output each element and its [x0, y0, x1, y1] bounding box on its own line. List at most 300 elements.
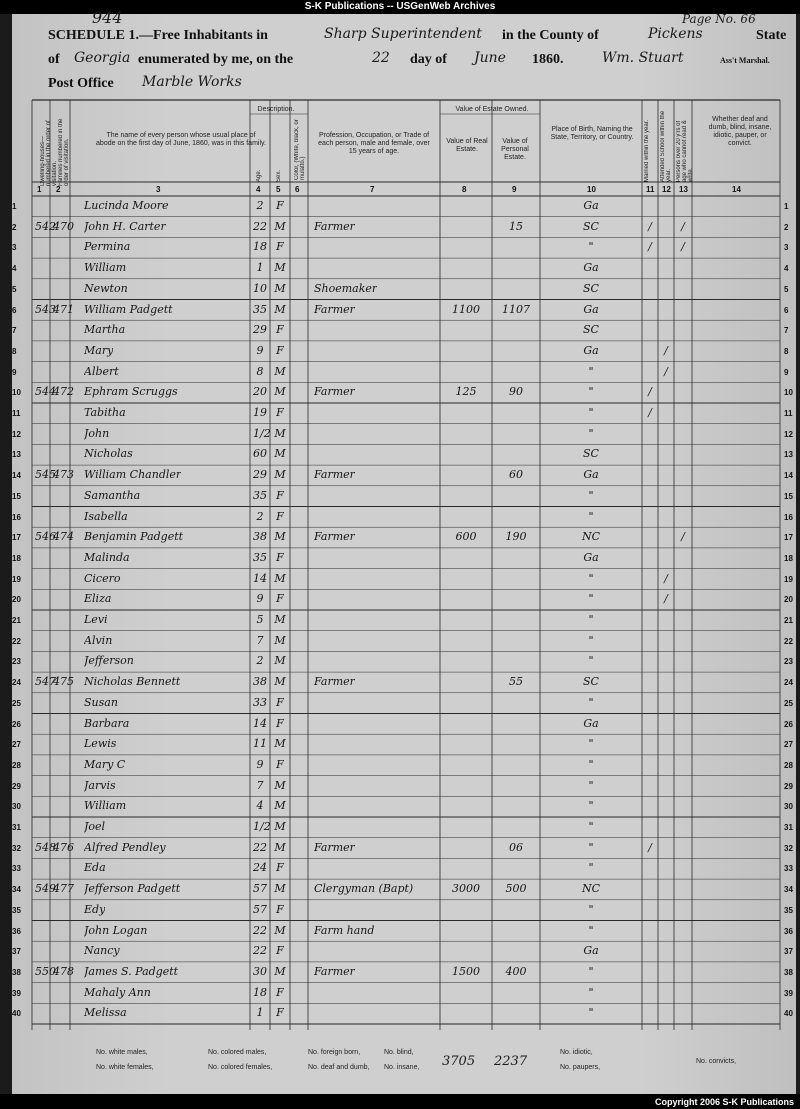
age: 14: [253, 571, 267, 585]
line-number-right: 21: [784, 616, 793, 625]
dwelling-number: 543: [35, 302, 56, 316]
footer-convicts: No. convicts,: [696, 1058, 737, 1065]
sex: M: [274, 447, 286, 461]
sex: F: [276, 592, 284, 606]
person-name: Tabitha: [84, 406, 126, 419]
line-number-right: 35: [784, 905, 793, 915]
sex: M: [274, 364, 286, 378]
occupation: Farmer: [314, 468, 355, 482]
col-school-header: Attended School within the year.: [660, 110, 672, 182]
line-number-right: 5: [784, 284, 789, 294]
line-number-left: 11: [12, 409, 21, 418]
col-deaf-header: Whether deaf and dumb, blind, insane, idiotic, pauper, or convict.: [708, 116, 772, 147]
occupation: Farmer: [314, 840, 355, 854]
person-name: Martha: [84, 323, 126, 337]
sex: M: [274, 302, 286, 316]
footer-foreign-born: No. foreign born,: [308, 1049, 361, 1056]
sex: M: [274, 571, 286, 585]
column-number: 5: [276, 185, 281, 194]
line-number-right: 16: [784, 512, 793, 522]
occupation: Farmer: [314, 302, 355, 316]
line-number-left: 37: [12, 947, 21, 957]
age: 1: [256, 1006, 264, 1020]
age: 7: [256, 778, 264, 792]
sex: M: [274, 530, 286, 544]
birthplace: ": [588, 406, 594, 419]
birthplace: ": [588, 364, 594, 378]
line-number-right: 38: [784, 967, 793, 977]
real-estate-value: 1100: [452, 302, 480, 316]
age: 1/2: [253, 426, 271, 440]
birthplace: ": [588, 509, 594, 523]
line-number-left: 34: [12, 885, 21, 895]
footer-paupers: No. paupers,: [560, 1064, 601, 1071]
age: 9: [256, 592, 264, 606]
col-age-header: Age.: [256, 169, 262, 182]
age: 20: [253, 385, 267, 399]
birthplace: ": [588, 923, 594, 937]
column-number: 12: [662, 185, 671, 194]
person-name: John: [84, 426, 110, 440]
sex: F: [276, 695, 284, 709]
col-read-header: Persons over 20 y'rs of age who cannot read & write.: [676, 120, 694, 182]
birthplace: ": [588, 737, 594, 751]
line-number-left: 38: [12, 967, 21, 977]
person-name: Mary: [84, 343, 114, 357]
sex: M: [274, 219, 286, 233]
age: 29: [253, 323, 267, 337]
col-profession-header: Profession, Occupation, or Trade of each person, male and female, over 15 years of age.: [318, 132, 430, 155]
page-ref: Page No. 66: [682, 12, 756, 26]
line-number-left: 33: [12, 864, 21, 874]
person-name: Mahaly Ann: [84, 985, 151, 999]
cannot-read-mark: /: [681, 240, 685, 254]
age: 9: [256, 343, 264, 357]
person-name: Mary C: [84, 757, 126, 771]
line-number-left: 1: [12, 202, 17, 211]
cannot-read-mark: /: [681, 219, 685, 233]
sex: F: [276, 861, 284, 875]
line-number-left: 5: [12, 284, 17, 294]
age: 22: [253, 219, 267, 233]
personal-estate-value: 06: [509, 840, 523, 854]
sex: M: [274, 737, 286, 751]
person-name: Jefferson: [84, 654, 134, 668]
person-name: Barbara: [84, 716, 130, 730]
dwelling-number: 545: [35, 468, 56, 482]
person-name: Cicero: [84, 571, 121, 585]
line-number-right: 32: [784, 843, 793, 853]
sex: M: [274, 820, 286, 833]
person-name: Melissa: [84, 1006, 127, 1020]
line-number-right: 2: [784, 222, 789, 232]
person-name: Lucinda Moore: [84, 199, 169, 212]
birthplace: ": [588, 385, 594, 399]
line-number-left: 28: [12, 760, 21, 770]
marshal-label: Ass't Marshal.: [720, 56, 770, 65]
line-number-left: 2: [12, 222, 17, 232]
sex: M: [274, 426, 286, 440]
person-name: Edy: [84, 902, 106, 916]
sex: F: [276, 985, 284, 999]
person-name: Benjamin Padgett: [84, 530, 184, 544]
sex: F: [276, 240, 284, 254]
birthplace: ": [588, 571, 594, 585]
birthplace: ": [588, 902, 594, 916]
occupation: Farmer: [314, 675, 355, 689]
column-number: 13: [679, 185, 688, 194]
birthplace: SC: [583, 447, 599, 461]
age: 19: [253, 406, 267, 419]
personal-estate-value: 190: [505, 530, 527, 544]
married-mark: /: [648, 385, 652, 399]
age: 10: [253, 281, 267, 295]
line-number-right: 8: [784, 346, 789, 356]
sex: M: [274, 778, 286, 792]
birthplace: Ga: [583, 944, 599, 958]
col-dwelling-header: Dwelling-houses—numbered in the order of visitation.: [40, 120, 58, 186]
sex: F: [276, 199, 284, 212]
sex: M: [274, 385, 286, 399]
occupation: Farm hand: [314, 923, 375, 937]
married-mark: /: [648, 406, 652, 419]
line-number-left: 13: [12, 450, 21, 460]
occupation: Farmer: [314, 530, 355, 544]
line-number-left: 20: [12, 595, 21, 605]
birthplace: ": [588, 1006, 594, 1020]
line-number-right: 18: [784, 553, 793, 563]
line-number-left: 23: [12, 657, 21, 667]
person-name: James S. Padgett: [84, 964, 179, 978]
line-number-right: 17: [784, 533, 793, 543]
line-number-right: 13: [784, 450, 793, 460]
line-number-left: 4: [12, 264, 17, 274]
line-number-right: 25: [784, 698, 793, 708]
sex: F: [276, 406, 284, 419]
person-name: Lewis: [84, 737, 117, 751]
sex: F: [276, 1006, 284, 1020]
col-value-header: Value of Estate Owned.: [455, 106, 529, 113]
birthplace: ": [588, 985, 594, 999]
line-number-right: 9: [784, 367, 789, 377]
school-mark: /: [664, 364, 668, 378]
column-number: 7: [370, 185, 375, 194]
column-number: 9: [512, 185, 517, 194]
birthplace: ": [588, 240, 594, 254]
personal-estate-value: 1107: [502, 302, 530, 316]
sex: F: [276, 550, 284, 564]
birthplace: Ga: [583, 302, 599, 316]
birthplace: Ga: [583, 716, 599, 730]
age: 4: [256, 799, 264, 813]
person-name: John H. Carter: [84, 219, 166, 233]
footer-colored-females: No. colored females,: [208, 1064, 273, 1071]
age: 18: [253, 985, 267, 999]
footer-idiotic: No. idiotic,: [560, 1049, 593, 1056]
family-number: 471: [53, 302, 74, 316]
line-number-right: 23: [784, 657, 793, 667]
column-number: 4: [256, 185, 261, 194]
person-name: Samantha: [84, 488, 141, 502]
age: 60: [253, 447, 267, 461]
day-value: 22: [372, 50, 390, 66]
column-number: 11: [646, 185, 655, 194]
person-name: Alfred Pendley: [84, 840, 166, 854]
line-number-right: 27: [784, 740, 793, 750]
birthplace: ": [588, 757, 594, 771]
line-number-right: 28: [784, 760, 793, 770]
family-number: 478: [53, 964, 74, 978]
line-number-left: 32: [12, 843, 21, 853]
sex: M: [274, 613, 286, 626]
personal-estate-value: 60: [509, 468, 523, 482]
sex: M: [274, 281, 286, 295]
birthplace: ": [588, 964, 594, 978]
month-value: June: [474, 50, 506, 66]
line-number-right: 11: [784, 409, 793, 418]
line-number-left: 24: [12, 678, 21, 688]
line-number-left: 25: [12, 698, 21, 708]
person-name: Ephram Scruggs: [84, 385, 178, 399]
person-name: Isabella: [84, 509, 128, 523]
sex: M: [274, 923, 286, 937]
footer-blind: No. blind,: [384, 1049, 414, 1056]
family-number: 475: [53, 675, 74, 689]
birthplace: ": [588, 861, 594, 875]
footer-deaf-dumb: No. deaf and dumb,: [308, 1064, 370, 1071]
person-name: Newton: [84, 281, 128, 295]
family-number: 477: [53, 882, 74, 896]
person-name: Jarvis: [84, 778, 116, 792]
personal-estate-value: 15: [509, 219, 523, 233]
birthplace: ": [588, 820, 594, 833]
line-number-right: 4: [784, 264, 789, 274]
schedule-title: SCHEDULE 1.—Free Inhabitants in: [48, 28, 268, 43]
person-name: Nancy: [84, 944, 120, 958]
birthplace: ": [588, 592, 594, 606]
line-number-right: 10: [784, 388, 793, 398]
person-name: William: [84, 799, 127, 813]
sex: F: [276, 488, 284, 502]
age: 33: [253, 695, 267, 709]
sex: M: [274, 799, 286, 813]
birthplace: Ga: [583, 550, 599, 564]
age: 9: [256, 757, 264, 771]
age: 22: [253, 944, 267, 958]
line-number-left: 40: [12, 1009, 21, 1019]
column-number: 1: [37, 185, 42, 194]
line-number-left: 36: [12, 926, 21, 936]
birthplace: ": [588, 799, 594, 813]
age: 2: [256, 199, 264, 212]
birthplace: ": [588, 633, 594, 647]
sex: F: [276, 757, 284, 771]
birthplace: ": [588, 840, 594, 854]
marshal-name: Wm. Stuart: [602, 50, 684, 66]
line-number-left: 22: [12, 636, 21, 646]
line-number-right: 3: [784, 243, 789, 253]
family-number: 474: [53, 530, 74, 544]
occupation: Farmer: [314, 964, 355, 978]
line-number-right: 1: [784, 202, 789, 211]
sex: M: [274, 882, 286, 896]
family-number: 472: [53, 385, 74, 399]
birthplace: ": [588, 426, 594, 440]
school-mark: /: [664, 343, 668, 357]
age: 18: [253, 240, 267, 254]
line-number-right: 19: [784, 574, 793, 584]
family-number: 470: [53, 219, 74, 233]
birthplace: Ga: [583, 343, 599, 357]
line-number-left: 7: [12, 326, 17, 336]
col-personal-header: Value of Personal Estate.: [501, 138, 529, 161]
column-number: 14: [732, 185, 741, 194]
age: 2: [256, 654, 264, 668]
line-number-left: 15: [12, 491, 21, 501]
line-number-right: 36: [784, 926, 793, 936]
birthplace: ": [588, 654, 594, 668]
dwelling-number: 549: [35, 882, 56, 896]
line-number-right: 31: [784, 823, 793, 832]
line-number-left: 31: [12, 823, 21, 832]
personal-estate-value: 55: [509, 675, 523, 689]
age: 11: [253, 737, 267, 751]
age: 35: [253, 488, 267, 502]
birthplace: SC: [583, 323, 599, 337]
line-number-right: 30: [784, 802, 793, 812]
age: 1/2: [253, 820, 271, 833]
family-number: 473: [53, 468, 74, 482]
line-number-left: 16: [12, 512, 21, 522]
county-label: in the County of: [502, 28, 599, 43]
person-name: Permina: [84, 240, 131, 254]
personal-estate-value: 500: [505, 882, 527, 896]
line-number-left: 39: [12, 988, 21, 998]
line-number-right: 29: [784, 781, 793, 791]
sex: M: [274, 675, 286, 689]
birthplace: ": [588, 613, 594, 626]
sex: M: [274, 964, 286, 978]
occupation: Farmer: [314, 219, 355, 233]
of-label: of: [48, 52, 60, 67]
line-number-right: 6: [784, 305, 789, 315]
personal-estate-value: 90: [509, 385, 523, 399]
line-number-right: 33: [784, 864, 793, 874]
line-number-left: 19: [12, 574, 21, 584]
real-estate-value: 3000: [452, 882, 480, 896]
county-name: Pickens: [648, 26, 703, 42]
line-number-left: 29: [12, 781, 21, 791]
footer-insane: No. insane,: [384, 1064, 420, 1071]
person-name: Joel: [84, 820, 106, 833]
line-number-left: 12: [12, 429, 21, 439]
person-name: William Padgett: [84, 302, 173, 316]
birthplace: Ga: [583, 261, 599, 275]
married-mark: /: [648, 219, 652, 233]
line-number-left: 35: [12, 905, 21, 915]
person-name: John Logan: [84, 923, 148, 937]
age: 38: [253, 530, 267, 544]
col-color-header: Color, {White, black, or mulatto.}: [294, 119, 306, 180]
copyright: Copyright 2006 S-K Publications: [654, 1097, 794, 1107]
division-name: Sharp Superintendent: [324, 26, 482, 42]
state-name: Georgia: [74, 50, 131, 66]
line-number-left: 6: [12, 305, 17, 315]
age: 57: [253, 902, 267, 916]
line-number-right: 12: [784, 429, 793, 439]
sex: M: [274, 654, 286, 668]
footer-tally-1: 3705: [442, 1054, 476, 1069]
col-family-header: Families numbered in the order of visitation.: [58, 118, 70, 186]
birthplace: SC: [583, 219, 599, 233]
footer-tally-2: 2237: [494, 1054, 528, 1069]
personal-estate-value: 400: [505, 964, 527, 978]
line-number-right: 15: [784, 491, 793, 501]
footer-colored-males: No. colored males,: [208, 1049, 267, 1056]
line-number-left: 17: [12, 533, 21, 543]
column-number: 2: [56, 185, 61, 194]
dwelling-number: 544: [35, 385, 56, 399]
year-label: 1860.: [532, 52, 564, 67]
column-number: 6: [295, 185, 300, 194]
sex: M: [274, 261, 286, 275]
birthplace: NC: [581, 530, 601, 544]
birthplace: Ga: [583, 199, 599, 212]
line-number-right: 37: [784, 947, 793, 957]
age: 22: [253, 923, 267, 937]
col-name-header: The name of every person whose usual place of abode on the first day of June, 1860, was in this family.: [96, 132, 266, 147]
school-mark: /: [664, 571, 668, 585]
school-mark: /: [664, 592, 668, 606]
family-number: 476: [53, 840, 74, 854]
line-number-right: 14: [784, 471, 793, 481]
person-name: Eliza: [84, 592, 112, 606]
line-number-right: 40: [784, 1009, 793, 1019]
birthplace: ": [588, 488, 594, 502]
sex: M: [274, 633, 286, 647]
post-office-label: Post Office: [48, 76, 114, 91]
occupation: Clergyman (Bapt): [314, 882, 414, 896]
age: 5: [256, 613, 264, 626]
age: 14: [253, 716, 267, 730]
column-number: 8: [462, 185, 467, 194]
line-number-right: 24: [784, 678, 793, 688]
person-name: Jefferson Padgett: [84, 882, 181, 896]
occupation: Shoemaker: [314, 281, 378, 295]
dwelling-number: 542: [35, 219, 56, 233]
column-number: 10: [587, 185, 596, 194]
real-estate-value: 1500: [452, 964, 480, 978]
line-number-left: 8: [12, 346, 17, 356]
person-name: Nicholas: [84, 447, 133, 461]
person-name: Levi: [84, 613, 108, 626]
birthplace: NC: [581, 882, 601, 896]
line-number-right: 22: [784, 636, 793, 646]
col-birthplace-header: Place of Birth, Naming the State, Territory, or Country.: [550, 126, 634, 141]
person-name: Malinda: [84, 550, 130, 564]
enumerated-label: enumerated by me, on the: [138, 52, 294, 67]
age: 30: [253, 964, 267, 978]
married-mark: /: [648, 840, 652, 854]
person-name: William Chandler: [84, 468, 182, 482]
person-name: Nicholas Bennett: [84, 675, 181, 689]
line-number-right: 20: [784, 595, 793, 605]
age: 24: [253, 861, 267, 875]
age: 38: [253, 675, 267, 689]
line-number-left: 30: [12, 802, 21, 812]
person-name: William: [84, 261, 127, 275]
dwelling-number: 547: [35, 675, 56, 689]
